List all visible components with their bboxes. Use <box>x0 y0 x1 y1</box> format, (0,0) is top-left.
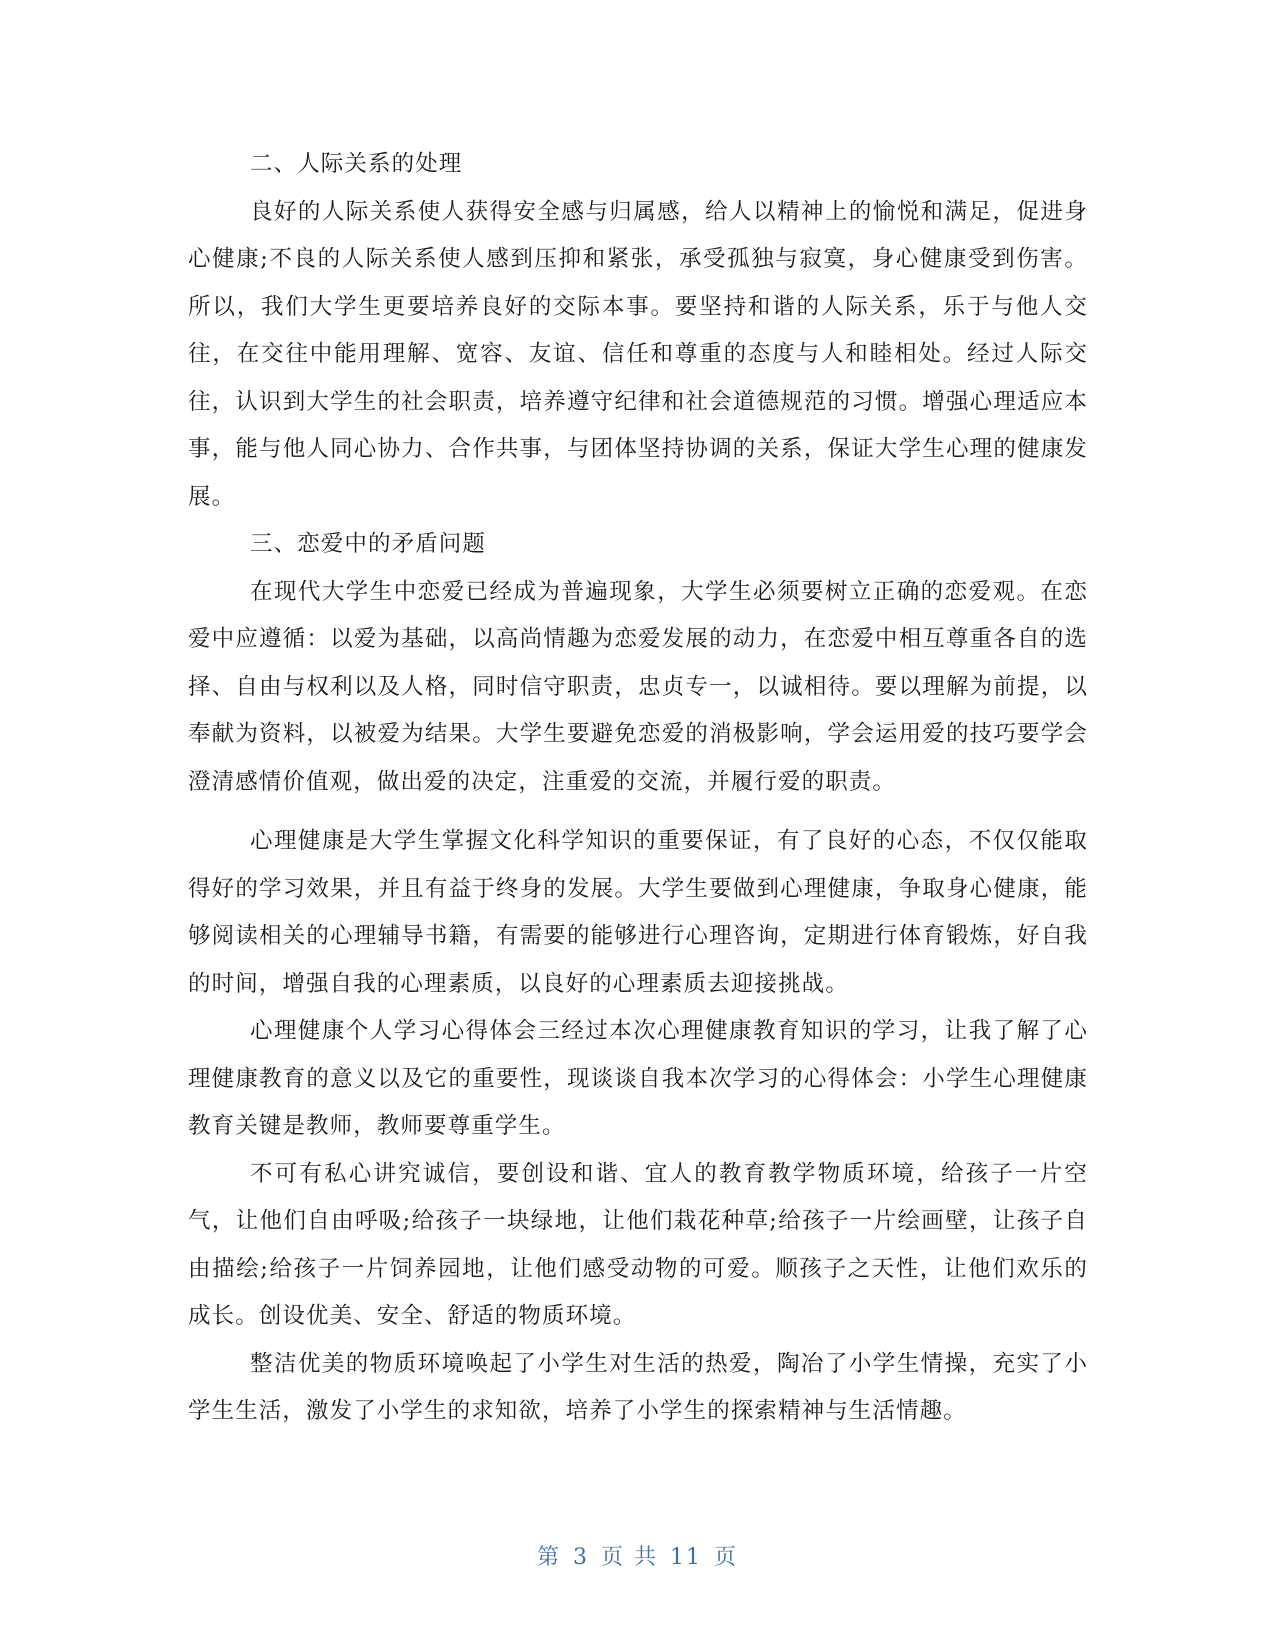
section-heading: 二、人际关系的处理 <box>250 151 463 177</box>
paragraph: 不可有私心讲究诚信，要创设和谐、宜人的教育教学物质环境，给孩子一片空气，让他们自由呼吸;给孩子一块绿地，让他们栽花种草;给孩子一片绘画壁，让孩子自由描绘;给孩子一片饲养园地，让他们感受动物的可爱。顺孩子之天性，让他们欢乐的成长。创设优美、安全、舒适的物质环境。 <box>188 1160 1088 1329</box>
footer-prefix: 第 <box>536 1545 561 1570</box>
footer-total-pages: 11 <box>670 1545 702 1570</box>
paragraph: 心理健康是大学生掌握文化科学知识的重要保证，有了良好的心态，不仅仅能取得好的学习效果，并且有益于终身的发展。大学生要做到心理健康，争取身心健康，能够阅读相关的心理辅导书籍，有需要的能够进行心理咨询，定期进行体育锻炼，好自我的时间，增强自我的心理素质，以良好的心理素质去迎接挑战。 <box>188 828 1088 997</box>
footer-middle: 页 共 <box>601 1545 658 1570</box>
paragraph: 心理健康个人学习心得体会三经过本次心理健康教育知识的学习，让我了解了心理健康教育的意义以及它的重要性，现谈谈自我本次学习的心得体会：小学生心理健康教育关键是教师，教师要尊重学生。 <box>188 1018 1088 1139</box>
document-body <box>188 141 1088 1436</box>
footer-suffix: 页 <box>714 1545 739 1570</box>
section-heading: 三、恋爱中的矛盾问题 <box>250 531 487 557</box>
paragraph: 整洁优美的物质环境唤起了小学生对生活的热爱，陶冶了小学生情操，充实了小学生生活，激发了小学生的求知欲，培养了小学生的探索精神与生活情趣。 <box>188 1350 1088 1424</box>
paragraph: 在现代大学生中恋爱已经成为普遍现象，大学生必须要树立正确的恋爱观。在恋爱中应遵循：以爱为基础，以高尚情趣为恋爱发展的动力，在恋爱中相互尊重各自的选择、自由与权利以及人格，同时信守职责，忠贞专一，以诚相待。要以理解为前提，以奉献为资料，以被爱为结果。大学生要避免恋爱的消极影响，学会运用爱的技巧要学会澄清感情价值观，做出爱的决定，注重爱的交流，并履行爱的职责。 <box>188 578 1088 795</box>
footer-current-page: 3 <box>573 1545 589 1570</box>
page-footer <box>0 1540 1275 1571</box>
paragraph: 良好的人际关系使人获得安全感与归属感，给人以精神上的愉悦和满足，促进身心健康;不良的人际关系使人感到压抑和紧张，承受孤独与寂寞，身心健康受到伤害。所以，我们大学生更要培养良好的交际本事。要坚持和谐的人际关系，乐于与他人交往，在交往中能用理解、宽容、友谊、信任和尊重的态度与人和睦相处。经过人际交往，认识到大学生的社会职责，培养遵守纪律和社会道德规范的习惯。增强心理适应本事，能与他人同心协力、合作共事，与团体坚持协调的关系，保证大学生心理的健康发展。 <box>188 198 1088 510</box>
